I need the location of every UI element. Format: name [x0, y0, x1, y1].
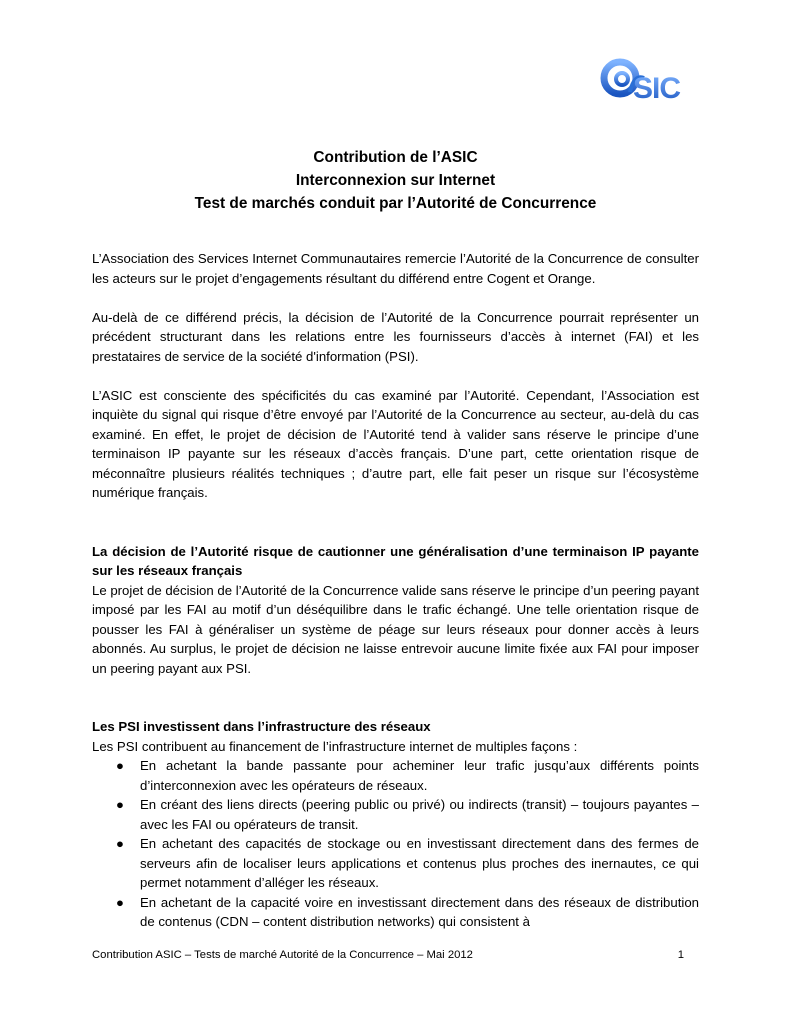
svg-text:SIC: SIC — [633, 72, 681, 104]
document-title — [0, 146, 791, 215]
list-item-text: En créant des liens directs (peering public ou privé) ou indirects (transit) – toujours payantes – avec les FAI ou opérateurs de transit. — [140, 797, 699, 832]
section-2-intro: Les PSI contribuent au financement de l’infrastructure internet de multiples façons : — [92, 738, 578, 754]
bullet-icon: ● — [116, 836, 124, 851]
section-1-heading: La décision de l’Autorité risque de cautionner une généralisation d’une terminaison IP payante sur les réseaux français — [92, 543, 699, 578]
intro-paragraph-1: L’Association des Services Internet Communautaires remercie l’Autorité de la Concurrence de consulter les acteurs sur le projet d’engagements résultant du différend entre Cogent et Orange. — [92, 251, 699, 286]
intro-paragraph-3: L’ASIC est consciente des spécificités du cas examiné par l’Autorité. Cependant, l’Association est inquiète du signal qui risque d’être envoyé par l’Autorité de la Concurrence au secteur, au-delà du cas examiné. En effet, le projet de décision de l’Autorité tend à valider sans réserve le principe d’une terminaison IP payante sur les réseaux d’accès français. D’une part, cette orientation risque de méconnaître plusieurs réalités techniques ; d’autre part, elle fait peser un risque sur l’écosystème numérique français. — [92, 387, 699, 500]
title-line-1: Contribution de l’ASIC — [313, 149, 478, 166]
footer-text: Contribution ASIC – Tests de marché Autorité de la Concurrence – Mai 2012 — [92, 949, 473, 961]
list-item-text: En achetant la bande passante pour acheminer leur trafic jusqu’aux différents points d’interconnexion avec les opérateurs de réseaux. — [140, 758, 699, 793]
list-item-text: En achetant des capacités de stockage ou en investissant directement dans des fermes de serveurs afin de localiser leurs applications et contenus plus proches des inernautes, ce qui permet notamment d’alléger les réseaux. — [140, 836, 699, 890]
asic-logo — [600, 54, 692, 104]
intro-paragraph-2: Au-delà de ce différend précis, la décision de l’Autorité de la Concurrence pourrait représenter un précédent structurant dans les relations entre les fournisseurs d’accès à internet (FAI) et les prestataires de service de la société d'information (PSI). — [92, 309, 699, 364]
title-line-2: Interconnexion sur Internet — [295, 172, 496, 189]
list-item — [92, 795, 699, 834]
section-1-text: Le projet de décision de l’Autorité de la Concurrence valide sans réserve le principe d’un peering payant imposé par les FAI au motif d’un déséquilibre dans le trafic échangé. Une telle orientation risque de pousser les FAI à généraliser un système de péage sur leurs réseaux pour donner accès à leurs abonnés. Au surplus, le projet de décision ne laisse entrevoir aucune limite fixée aux FAI pour imposer un peering payant aux PSI. — [92, 582, 699, 676]
section-2-heading: Les PSI investissent dans l’infrastructure des réseaux — [92, 719, 431, 734]
bullet-icon: ● — [116, 758, 124, 773]
list-item-text: En achetant de la capacité voire en investissant directement dans des réseaux de distribution de contenus (CDN – content distribution networks) qui consistent à — [140, 894, 699, 929]
title-line-3: Test de marchés conduit par l’Autorité de Concurrence — [194, 195, 597, 212]
document-body — [92, 249, 699, 932]
bullet-icon: ● — [116, 797, 124, 812]
page-number: 1 — [677, 949, 684, 961]
section-2-bullet-list — [92, 756, 699, 932]
list-item — [92, 756, 699, 795]
bullet-icon: ● — [116, 894, 124, 910]
list-item — [92, 893, 699, 932]
list-item — [92, 834, 699, 893]
